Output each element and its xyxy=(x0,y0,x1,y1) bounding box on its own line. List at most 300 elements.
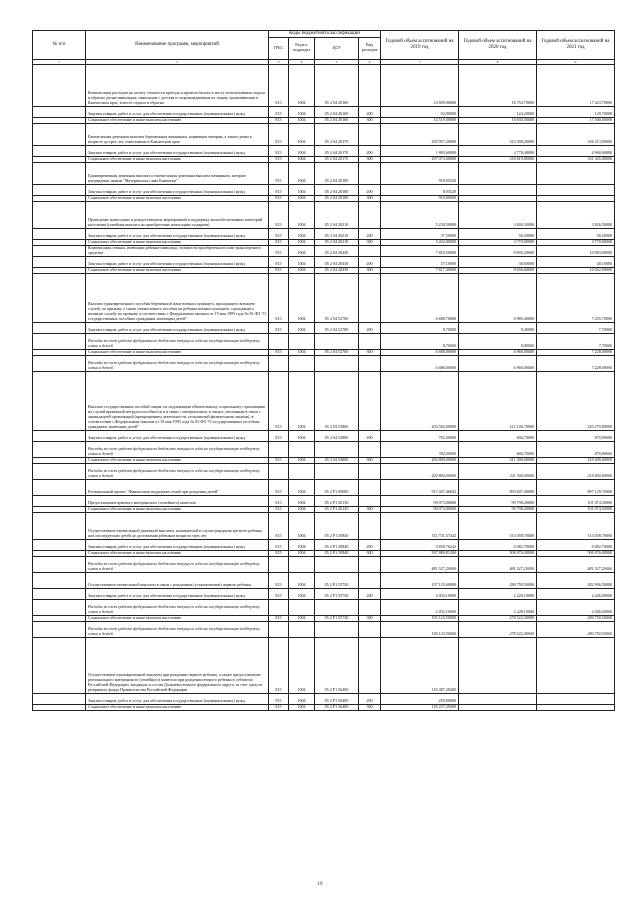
col-header-2020: Годовой объем ассигнований на 2020 год xyxy=(459,31,537,60)
amount-2019-cell: 197 155,60000 xyxy=(381,572,459,588)
expense-type-cell: 200 xyxy=(359,588,381,599)
amount-2019-cell: 203 582,00000 xyxy=(381,371,459,430)
section-cell: 1004 xyxy=(289,430,315,441)
row-number-cell xyxy=(33,588,86,599)
column-number: 3 xyxy=(269,59,289,64)
expense-type-cell xyxy=(359,512,381,539)
table-row xyxy=(33,106,615,117)
table-row xyxy=(33,201,615,228)
expense-type-cell: 200 xyxy=(359,693,381,704)
program-name-cell: Расходы за счет средств федерального бюджета текущего года на государственную поддержку семьи и детей xyxy=(86,556,269,572)
table-row xyxy=(33,256,615,267)
amount-2020-cell: 6 960,00000 xyxy=(459,349,537,355)
column-number: 6 xyxy=(359,59,381,64)
grbs-cell xyxy=(269,621,289,637)
row-number-cell xyxy=(33,441,86,457)
csr-code-cell: 05 2 P1 55730 xyxy=(315,615,359,621)
table-row xyxy=(33,539,615,550)
amount-2019-cell: 917 447,46842 xyxy=(381,479,459,495)
expense-type-cell xyxy=(359,572,381,588)
section-cell: 1004 xyxy=(289,322,315,333)
amount-2019-cell: 5 202,00000 xyxy=(381,239,459,245)
csr-code-cell: 05 2 P1 00000 xyxy=(315,479,359,495)
column-number: 9 xyxy=(537,59,615,64)
amount-2020-cell: 846,70000 xyxy=(459,430,537,441)
program-name-cell: Расходы за счет средств федерального бюджета текущего года на государственную поддержку семьи и детей xyxy=(86,333,269,349)
csr-code-cell: 05 2 04 52700 xyxy=(315,349,359,355)
grbs-cell: 815 xyxy=(269,64,289,106)
grbs-cell xyxy=(269,463,289,479)
csr-code-cell: 05 2 04 52700 xyxy=(315,322,359,333)
row-number-cell xyxy=(33,245,86,256)
amount-2019-cell: 202 800,00000 xyxy=(381,457,459,463)
program-name-cell: Выплата государственных пособий лицам, не подлежащим обязательному социальному страхованию на случай временной нетрудоспособности и в связи с материнством, и лицам, уволенным в связи с ликвидацией организаций (прекращением деятельности, полномочий физическими лицами), в соответствии с Федеральным законом от 19 мая 1995 года № 81-ФЗ "О государственных пособиях гражданам, имеющим детей" xyxy=(86,371,269,430)
table-row xyxy=(33,495,615,506)
section-cell: 1004 xyxy=(289,273,315,322)
section-cell xyxy=(289,333,315,349)
col-header-razd: Раздел, подраздел xyxy=(289,37,315,59)
amount-2019-cell: 37,10000 xyxy=(381,256,459,267)
amount-2020-cell: 3 826,50000 xyxy=(459,201,537,228)
amount-2020-cell: 38,60000 xyxy=(459,256,537,267)
table-row xyxy=(33,479,615,495)
amount-2021-cell: 282 996,50000 xyxy=(537,572,615,588)
amount-2019-cell: 2 032,10000 xyxy=(381,599,459,615)
amount-2020-cell: 3 770,00000 xyxy=(459,239,537,245)
grbs-cell: 815 xyxy=(269,550,289,556)
amount-2021-cell: 56,50000 xyxy=(537,228,615,239)
table-row xyxy=(33,704,615,710)
section-cell: 1004 xyxy=(289,495,315,506)
grbs-cell xyxy=(269,556,289,572)
amount-2019-cell: 511 731,57442 xyxy=(381,512,459,539)
amount-2019-cell: 118 487,29400 xyxy=(381,637,459,693)
expense-type-cell: 300 xyxy=(359,615,381,621)
program-name-cell: Закупка товаров, работ и услуг для обеспечения государственных (муниципальных) нужд xyxy=(86,588,269,599)
amount-2019-cell: 195 123,50000 xyxy=(381,621,459,637)
table-row xyxy=(33,621,615,637)
amount-2019-cell: 37,50000 xyxy=(381,228,459,239)
section-cell: 1004 xyxy=(289,693,315,704)
amount-2020-cell: 9,40000 xyxy=(459,333,537,349)
csr-code-cell: 05 2 04 20160 xyxy=(315,117,359,123)
csr-code-cell: 05 2 04 52700 xyxy=(315,273,359,322)
amount-2020-cell: 893 607,40000 xyxy=(459,479,537,495)
expense-type-cell xyxy=(359,495,381,506)
amount-2021-cell xyxy=(537,704,615,710)
row-number-cell xyxy=(33,539,86,550)
row-number-cell xyxy=(33,693,86,704)
expense-type-cell xyxy=(359,371,381,430)
section-cell xyxy=(289,441,315,457)
table-row xyxy=(33,599,615,615)
amount-2021-cell: 101 074,50000 xyxy=(537,495,615,506)
amount-2020-cell: 16 754,70000 xyxy=(459,64,537,106)
grbs-cell: 815 xyxy=(269,572,289,588)
csr-code-cell: 05 2 04 20430 xyxy=(315,256,359,267)
program-name-cell: Выплата единовременного пособия беременной жене военнослужащего, проходящего военную службу по призыву, а также ежемесячного пособия на ребенка военнослужащего, проходящего военную службу по призыву, в соответствии с Федеральным законом от 19 мая 1995 года № 81-ФЗ "О государственных пособиях гражданам, имеющим детей" xyxy=(86,273,269,322)
amount-2021-cell: 506 976,00000 xyxy=(537,550,615,556)
grbs-cell: 815 xyxy=(269,430,289,441)
budget-table-sheet xyxy=(32,30,614,711)
table-row xyxy=(33,162,615,184)
table-row xyxy=(33,145,615,156)
amount-2019-cell: 481 527,20000 xyxy=(381,556,459,572)
program-name-cell: Расходы за счет средств федерального бюджета текущего года на государственную поддержку семьи и детей xyxy=(86,441,269,457)
amount-2020-cell xyxy=(459,162,537,184)
amount-2020-cell: 9,40000 xyxy=(459,322,537,333)
csr-code-cell: 05 2 04 53800 xyxy=(315,457,359,463)
amount-2021-cell: 280 750,50000 xyxy=(537,621,615,637)
row-number-cell xyxy=(33,228,86,239)
csr-code-cell: 05 2 04 53800 xyxy=(315,430,359,441)
expense-type-cell: 200 xyxy=(359,430,381,441)
row-number-cell xyxy=(33,162,86,184)
program-name-cell: Закупка товаров, работ и услуг для обеспечения государственных (муниципальных) нужд xyxy=(86,106,269,117)
program-name-cell: Расходы за счет средств федерального бюджета текущего года на государственную поддержку семьи и детей xyxy=(86,463,269,479)
amount-2021-cell: 481 527,20000 xyxy=(537,556,615,572)
amount-2020-cell: 323 398,20000 xyxy=(459,123,537,145)
amount-2021-cell: 897 129,70000 xyxy=(537,479,615,495)
grbs-cell: 815 xyxy=(269,322,289,333)
column-number: 7 xyxy=(381,59,459,64)
expense-type-cell xyxy=(359,479,381,495)
amount-2021-cell: 17 423,70000 xyxy=(537,64,615,106)
program-name-cell: Социальное обеспечение и иные выплаты населению xyxy=(86,156,269,162)
csr-code-cell: 05 2 04 20180 xyxy=(315,184,359,195)
amount-2019-cell: 6 688,70000 xyxy=(381,273,459,322)
section-cell: 1004 xyxy=(289,506,315,512)
grbs-cell: 815 xyxy=(269,704,289,710)
row-number-cell xyxy=(33,479,86,495)
amount-2019-cell: 90 073,00000 xyxy=(381,506,459,512)
program-name-cell: Социальное обеспечение и иные выплаты населению xyxy=(86,195,269,201)
amount-2021-cell: 17 300,00000 xyxy=(537,117,615,123)
amount-2019-cell: 2 032,10000 xyxy=(381,588,459,599)
table-body xyxy=(33,64,615,710)
program-name-cell: Расходы за счет средств федерального бюджета текущего года на государственную поддержку семьи и детей xyxy=(86,621,269,637)
program-name-cell: Социальное обеспечение и иные выплаты населению xyxy=(86,506,269,512)
amount-2019-cell: 90 073,00000 xyxy=(381,495,459,506)
expense-type-cell xyxy=(359,637,381,693)
section-cell: 1004 xyxy=(289,162,315,184)
amount-2021-cell: 10 042,90000 xyxy=(537,267,615,273)
expense-type-cell xyxy=(359,441,381,457)
expense-type-cell: 300 xyxy=(359,239,381,245)
amount-2020-cell: 212 146,70000 xyxy=(459,371,537,430)
amount-2021-cell: 7,70000 xyxy=(537,333,615,349)
amount-2020-cell: 99 798,20000 xyxy=(459,495,537,506)
amount-2020-cell: 2 228,10000 xyxy=(459,599,537,615)
grbs-cell: 815 xyxy=(269,123,289,145)
csr-code-cell xyxy=(315,463,359,479)
row-number-cell xyxy=(33,495,86,506)
expense-type-cell: 200 xyxy=(359,106,381,117)
csr-code-cell: 05 2 04 20180 xyxy=(315,195,359,201)
amount-2021-cell xyxy=(537,162,615,184)
row-number-cell xyxy=(33,556,86,572)
grbs-cell: 815 xyxy=(269,495,289,506)
amount-2019-cell: 295 957,20000 xyxy=(381,123,459,145)
section-cell: 1004 xyxy=(289,572,315,588)
expense-type-cell: 200 xyxy=(359,145,381,156)
section-cell: 1004 xyxy=(289,106,315,117)
amount-2020-cell: 4 778,40000 xyxy=(459,145,537,156)
amount-2021-cell: 870,80000 xyxy=(537,441,615,457)
row-number-cell xyxy=(33,106,86,117)
program-name-cell: Ежемесячная денежная выплата беременным женщинам, кормящим матерям, а также детям в возрасте до трех лет, отнесенным в Камчатском крае xyxy=(86,123,269,145)
amount-2021-cell: 513 058,70000 xyxy=(537,512,615,539)
expense-type-cell xyxy=(359,333,381,349)
section-cell xyxy=(289,463,315,479)
section-cell: 1004 xyxy=(289,245,315,256)
csr-code-cell xyxy=(315,441,359,457)
program-name-cell: Социальное обеспечение и иные выплаты населению xyxy=(86,239,269,245)
section-cell: 1004 xyxy=(289,64,315,106)
grbs-cell: 815 xyxy=(269,479,289,495)
amount-2021-cell: 219 400,00000 xyxy=(537,463,615,479)
amount-2021-cell: 40,10000 xyxy=(537,256,615,267)
section-cell: 1004 xyxy=(289,267,315,273)
grbs-cell: 815 xyxy=(269,195,289,201)
expense-type-cell: 300 xyxy=(359,550,381,556)
amount-2020-cell: 124,20000 xyxy=(459,106,537,117)
program-name-cell: Социальное обеспечение и иные выплаты населению xyxy=(86,704,269,710)
amount-2021-cell xyxy=(537,184,615,195)
grbs-cell: 815 xyxy=(269,256,289,267)
table-row xyxy=(33,245,615,256)
row-number-cell xyxy=(33,704,86,710)
amount-2019-cell: 6 680,00000 xyxy=(381,349,459,355)
program-name-cell: Закупка товаров, работ и услуг для обеспечения государственных (муниципальных) нужд xyxy=(86,228,269,239)
amount-2021-cell xyxy=(537,693,615,704)
amount-2020-cell: 278 522,40000 xyxy=(459,621,537,637)
amount-2020-cell: 99 798,20000 xyxy=(459,506,537,512)
col-header-codes: Коды бюджетной классификации xyxy=(269,31,381,38)
grbs-cell: 815 xyxy=(269,145,289,156)
amount-2021-cell: 331 345,80000 xyxy=(537,156,615,162)
csr-code-cell: 05 2 04 20430 xyxy=(315,245,359,256)
grbs-cell: 815 xyxy=(269,228,289,239)
section-cell: 1004 xyxy=(289,156,315,162)
csr-code-cell: 05 2 P1 20130 xyxy=(315,506,359,512)
expense-type-cell xyxy=(359,355,381,371)
section-cell: 1004 xyxy=(289,704,315,710)
table-row xyxy=(33,355,615,371)
csr-code-cell: 05 2 P1 56400 xyxy=(315,693,359,704)
amount-2019-cell: 14 519,00000 xyxy=(381,117,459,123)
row-number-cell xyxy=(33,637,86,693)
csr-code-cell: 05 2 04 20160 xyxy=(315,64,359,106)
table-row xyxy=(33,463,615,479)
grbs-cell: 815 xyxy=(269,457,289,463)
grbs-cell: 815 xyxy=(269,184,289,195)
amount-2020-cell: 278 522,40000 xyxy=(459,615,537,621)
section-cell: 1004 xyxy=(289,550,315,556)
amount-2019-cell: 910,00000 xyxy=(381,195,459,201)
expense-type-cell: 300 xyxy=(359,506,381,512)
row-number-cell xyxy=(33,430,86,441)
program-name-cell: Компенсация расходов на оплату стоимости проезда и провоза багажа к месту использования отдыха и обратно детям-инвалидам, инвалидам с детства и сопровождающим их лицам, проживающим в Камчатском крае, в месте отдыха и обратно xyxy=(86,64,269,106)
csr-code-cell: 05 2 04 20210 xyxy=(315,201,359,228)
page-number: 19 xyxy=(317,882,323,887)
expense-type-cell xyxy=(359,599,381,615)
amount-2020-cell: 9 695,20000 xyxy=(459,245,537,256)
section-cell: 1004 xyxy=(289,201,315,228)
amount-2019-cell: 918,05520 xyxy=(381,162,459,184)
budget-table xyxy=(32,30,615,711)
grbs-cell: 815 xyxy=(269,539,289,550)
col-header-name: Наименование программ, мероприятий xyxy=(86,31,269,60)
amount-2020-cell xyxy=(459,184,537,195)
program-name-cell: Осуществление ежемесячной выплаты в связи с рождением (усыновлением) первого ребенка xyxy=(86,572,269,588)
row-number-cell xyxy=(33,512,86,539)
grbs-cell xyxy=(269,441,289,457)
grbs-cell: 815 xyxy=(269,267,289,273)
amount-2021-cell: 101 074,50000 xyxy=(537,506,615,512)
amount-2019-cell: 8,05520 xyxy=(381,184,459,195)
col-header-num: № п/п xyxy=(33,31,86,60)
section-cell: 1004 xyxy=(289,195,315,201)
program-name-cell: Социальное обеспечение и иные выплаты населению xyxy=(86,550,269,556)
csr-code-cell: 05 2 04 20170 xyxy=(315,145,359,156)
expense-type-cell xyxy=(359,201,381,228)
section-cell: 1004 xyxy=(289,145,315,156)
amount-2019-cell: 14 609,00000 xyxy=(381,64,459,106)
amount-2019-cell: 92,90000 xyxy=(381,106,459,117)
col-header-vr: Вид расходов xyxy=(359,37,381,59)
column-number: 8 xyxy=(459,59,537,64)
grbs-cell: 815 xyxy=(269,506,289,512)
csr-code-cell: 05 2 04 20210 xyxy=(315,228,359,239)
program-name-cell: Закупка товаров, работ и услуг для обеспечения государственных (муниципальных) нужд xyxy=(86,430,269,441)
amount-2019-cell: 8,70000 xyxy=(381,333,459,349)
table-row xyxy=(33,273,615,322)
amount-2021-cell: 2 246,00000 xyxy=(537,588,615,599)
csr-code-cell xyxy=(315,621,359,637)
amount-2019-cell: 782,00000 xyxy=(381,441,459,457)
amount-2020-cell: 318 619,80000 xyxy=(459,156,537,162)
expense-type-cell: 200 xyxy=(359,184,381,195)
expense-type-cell: 200 xyxy=(359,539,381,550)
amount-2021-cell: 7 228,00000 xyxy=(537,349,615,355)
row-number-cell xyxy=(33,333,86,349)
table-row xyxy=(33,184,615,195)
grbs-cell: 815 xyxy=(269,615,289,621)
amount-2021-cell: 7 235,70000 xyxy=(537,273,615,322)
grbs-cell xyxy=(269,355,289,371)
column-number: 1 xyxy=(33,59,86,64)
grbs-cell: 815 xyxy=(269,156,289,162)
section-cell: 1004 xyxy=(289,512,315,539)
amount-2021-cell: 3 770,00000 xyxy=(537,239,615,245)
csr-code-cell xyxy=(315,355,359,371)
amount-2019-cell: 7 854,50000 xyxy=(381,245,459,256)
amount-2019-cell: 118 237,29400 xyxy=(381,704,459,710)
amount-2019-cell: 3 850,76242 xyxy=(381,539,459,550)
expense-type-cell: 300 xyxy=(359,349,381,355)
amount-2021-cell: 10 083,00000 xyxy=(537,245,615,256)
program-name-cell: Социальное обеспечение и иные выплаты населению xyxy=(86,117,269,123)
row-number-cell xyxy=(33,322,86,333)
expense-type-cell: 300 xyxy=(359,195,381,201)
grbs-cell: 815 xyxy=(269,273,289,322)
csr-code-cell: 05 2 P1 50840 xyxy=(315,539,359,550)
expense-type-cell: 200 xyxy=(359,228,381,239)
amount-2020-cell: 280 750,50000 xyxy=(459,572,537,588)
amount-2021-cell: 2 246,00000 xyxy=(537,599,615,615)
column-number: 5 xyxy=(315,59,359,64)
amount-2019-cell: 202 800,00000 xyxy=(381,463,459,479)
row-number-cell xyxy=(33,184,86,195)
section-cell xyxy=(289,621,315,637)
section-cell xyxy=(289,556,315,572)
csr-code-cell: 05 2 04 20180 xyxy=(315,162,359,184)
table-row xyxy=(33,572,615,588)
amount-2019-cell: 250,00000 xyxy=(381,693,459,704)
grbs-cell: 815 xyxy=(269,349,289,355)
amount-2019-cell: 507 880,81200 xyxy=(381,550,459,556)
row-number-cell xyxy=(33,273,86,322)
amount-2021-cell: 870,80000 xyxy=(537,430,615,441)
row-number-cell xyxy=(33,64,86,106)
program-name-cell: Закупка товаров, работ и услуг для обеспечения государственных (муниципальных) нужд xyxy=(86,539,269,550)
program-name-cell: Расходы за счет средств федерального бюджета текущего года на государственную поддержку семьи и детей xyxy=(86,599,269,615)
section-cell xyxy=(289,599,315,615)
section-cell: 1004 xyxy=(289,228,315,239)
amount-2020-cell: 506 976,00000 xyxy=(459,550,537,556)
expense-type-cell: 300 xyxy=(359,156,381,162)
csr-code-cell: 05 2 P1 20130 xyxy=(315,495,359,506)
amount-2021-cell: 220 270,80000 xyxy=(537,371,615,430)
grbs-cell: 815 xyxy=(269,588,289,599)
amount-2020-cell: 2 228,10000 xyxy=(459,588,537,599)
amount-2020-cell: 211 300,00000 xyxy=(459,457,537,463)
grbs-cell: 815 xyxy=(269,693,289,704)
table-row xyxy=(33,556,615,572)
program-name-cell: Расходы за счет средств федерального бюджета текущего года на государственную поддержку семьи и детей xyxy=(86,355,269,371)
expense-type-cell xyxy=(359,245,381,256)
grbs-cell: 815 xyxy=(269,106,289,117)
grbs-cell: 815 xyxy=(269,162,289,184)
expense-type-cell xyxy=(359,273,381,322)
grbs-cell: 815 xyxy=(269,512,289,539)
csr-code-cell xyxy=(315,333,359,349)
section-cell: 1004 xyxy=(289,117,315,123)
amount-2019-cell: 1 883,60000 xyxy=(381,145,459,156)
section-cell: 1004 xyxy=(289,184,315,195)
grbs-cell: 815 xyxy=(269,239,289,245)
program-name-cell: Социальное обеспечение и иные выплаты населению xyxy=(86,349,269,355)
csr-code-cell: 05 2 P1 56400 xyxy=(315,704,359,710)
expense-type-cell: 200 xyxy=(359,256,381,267)
amount-2020-cell xyxy=(459,637,537,693)
table-row xyxy=(33,588,615,599)
amount-2019-cell: 7 817,40000 xyxy=(381,267,459,273)
amount-2019-cell: 297 073,60000 xyxy=(381,156,459,162)
program-name-cell: Предоставление краевого материнского (семейного) капитала xyxy=(86,495,269,506)
program-name-cell: Региональный проект "Финансовая поддержка семей при рождении детей" xyxy=(86,479,269,495)
section-cell: 1004 xyxy=(289,349,315,355)
amount-2020-cell: 6 960,00000 xyxy=(459,355,537,371)
expense-type-cell: 300 xyxy=(359,117,381,123)
amount-2020-cell: 846,70000 xyxy=(459,441,537,457)
csr-code-cell: 05 2 P1 55730 xyxy=(315,588,359,599)
grbs-cell: 815 xyxy=(269,245,289,256)
section-cell: 1004 xyxy=(289,615,315,621)
row-number-cell xyxy=(33,463,86,479)
expense-type-cell xyxy=(359,162,381,184)
